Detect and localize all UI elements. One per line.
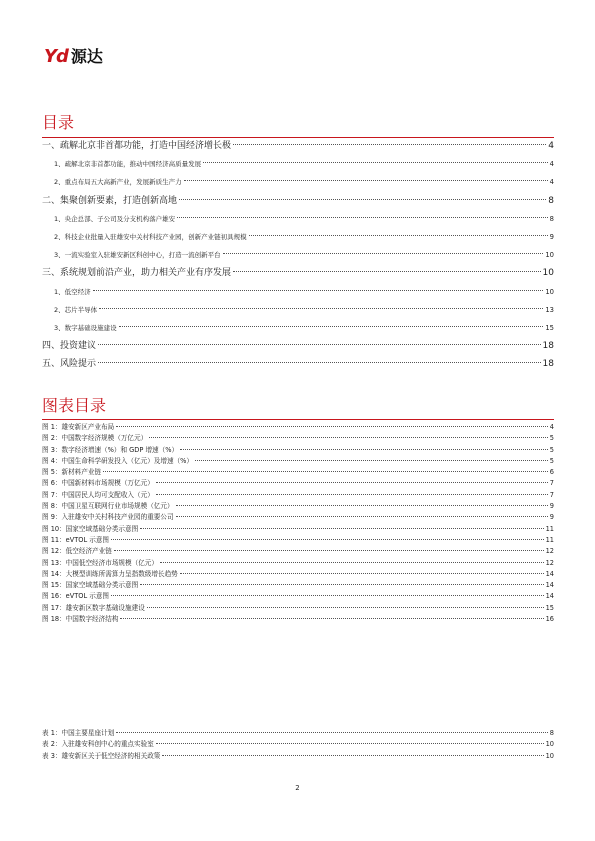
dot-leader [98,362,541,363]
figure-entry[interactable] [42,501,554,512]
toc-entry-page: 10 [542,268,554,279]
figure-entry-label: 图 18：中国数字经济结构 [42,615,119,624]
dot-leader [177,217,548,218]
toc-entry[interactable] [42,337,554,355]
toc-entry-label: 1、央企总部、子公司及分支机构落户雄安 [54,214,176,223]
figure-entry-label: 图 15：国家空域基础分类示意图 [42,581,139,590]
toc-entry[interactable] [42,319,554,337]
logo-mark: Yd [44,46,68,67]
figure-entry[interactable] [42,580,554,591]
toc-entry[interactable] [42,210,554,228]
toc-entry[interactable] [42,264,554,282]
dot-leader [180,573,544,574]
table-list [42,728,554,762]
figure-entry-page: 12 [545,558,554,567]
figure-list [42,422,554,625]
figure-entry-page: 9 [549,513,554,522]
table-entry-label: 表 1：中国主要星座计划 [42,729,115,737]
toc-entry-label: 3、数字基础设施建设 [54,323,117,332]
figures-title: 图表目录 [42,396,107,415]
dot-leader [149,437,548,438]
figure-entry[interactable] [42,490,554,501]
table-entry-page: 10 [545,751,554,760]
figure-entry-label: 图 12：低空经济产业链 [42,547,112,556]
dot-leader [162,755,543,756]
table-entry-page: 8 [549,729,554,737]
toc-entry[interactable] [42,283,554,301]
figure-entry-page: 9 [549,502,554,511]
figure-entry-page: 5 [549,434,554,443]
figure-entry-label: 图 10：国家空域基础分类示意图 [42,524,139,533]
figure-entry-label: 图 13：中国低空经济市场规模（亿元） [42,558,158,567]
toc-entry-label: 1、疏解北京非首都功能，推动中国经济高质量发展 [54,160,202,169]
figure-entry-page: 14 [545,569,554,578]
toc-entry[interactable] [42,155,554,173]
dot-leader [180,449,548,450]
figure-entry[interactable] [42,591,554,602]
dot-leader [203,162,548,163]
dot-leader [111,539,544,540]
figure-entry-label: 图 8：中国卫星互联网行业市场规模（亿元） [42,502,174,511]
figure-entry-label: 图 11：eVTOL 示意图 [42,535,110,544]
toc-entry-label: 1、低空经济 [54,287,91,296]
dot-leader [156,743,544,744]
dot-leader [249,235,548,236]
figure-entry-page: 6 [549,468,554,477]
toc-entry-page: 8 [549,214,554,223]
dot-leader [184,180,548,181]
dot-leader [93,290,544,291]
dot-leader [116,426,548,427]
toc-entry-label: 2、科技企业批量入驻雄安中关村科技产业园，创新产业链初具规模 [54,232,247,241]
figure-entry[interactable] [42,603,554,614]
toc-title: 目录 [42,113,75,132]
dot-leader [98,344,541,345]
figure-entry-label: 图 2：中国数字经济规模（万亿元） [42,434,148,443]
toc-entry-label: 二、集聚创新要素，打造创新高地 [42,195,178,206]
toc-entry-page: 15 [545,323,554,332]
table-entry-page: 10 [545,740,554,749]
dot-leader [120,618,543,619]
figure-entry-page: 11 [545,535,554,544]
figure-entry-label: 图 14：大模型训练所需算力呈指数级增长趋势 [42,569,178,578]
toc-entry[interactable] [42,228,554,246]
dot-leader [111,595,544,596]
figure-entry-page: 7 [549,479,554,488]
toc-entry[interactable] [42,173,554,191]
toc-entry[interactable] [42,301,554,319]
figure-entry-page: 14 [545,592,554,601]
figure-entry-label: 图 7：中国居民人均可支配收入（元） [42,490,154,499]
dot-leader [233,271,541,272]
toc-entry-page: 10 [545,251,554,260]
dot-leader [103,471,548,472]
company-logo [44,46,103,68]
toc-entry[interactable] [42,355,554,373]
figure-entry-label: 图 17：雄安新区数字基础设施建设 [42,603,145,612]
toc-entry-page: 10 [545,287,554,296]
figure-entry-page: 5 [549,456,554,465]
figure-entry[interactable] [42,478,554,489]
figure-entry-label: 图 9：入驻雄安中关村科技产业园的重要公司 [42,513,174,522]
dot-leader [156,494,548,495]
dot-leader [147,607,544,608]
figure-entry-page: 7 [549,490,554,499]
table-entry[interactable] [42,728,554,739]
figure-entry[interactable] [42,535,554,546]
table-entry[interactable] [42,751,554,762]
figure-entry-label: 图 6：中国新材料市场规模（万亿元） [42,479,154,488]
figure-entry-label: 图 1：雄安新区产业布局 [42,423,115,431]
toc-entry-page: 13 [545,305,554,314]
toc-entry-page: 4 [549,178,554,187]
figure-entry[interactable] [42,433,554,444]
figure-entry[interactable] [42,467,554,478]
figure-entry[interactable] [42,422,554,433]
toc-entry-page: 9 [549,232,554,241]
dot-leader [140,528,543,529]
figure-entry-page: 16 [545,615,554,624]
figure-entry-page: 14 [545,581,554,590]
toc-entry-label: 四、投资建议 [42,341,97,352]
figure-entry-label: 图 4：中国生命科学研发投入（亿元）及增速（%） [42,456,194,465]
page-number: 2 [295,784,300,792]
toc-entry-label: 一、疏解北京非首都功能，打造中国经济增长极 [42,141,232,151]
table-entry[interactable] [42,739,554,750]
dot-leader [179,199,546,200]
figure-entry[interactable] [42,558,554,569]
table-entry-label: 表 2：入驻雄安科创中心的重点实验室 [42,740,154,749]
figures-title-rule [42,419,554,420]
toc-entry[interactable] [42,192,554,210]
toc-entry-page: 4 [548,141,554,151]
figure-entry[interactable] [42,445,554,456]
toc-entry-label: 2、重点布局五大高新产业，发展新质生产力 [54,178,182,187]
dot-leader [99,308,543,309]
table-entry-label: 表 3：雄安新区关于低空经济的相关政策 [42,751,161,760]
figure-entry-label: 图 16：eVTOL 示意图 [42,592,110,601]
dot-leader [114,550,544,551]
toc-entry-page: 8 [548,195,554,206]
figure-entry[interactable] [42,456,554,467]
figure-entry[interactable] [42,569,554,580]
figure-entry-label: 图 5：新材料产业链 [42,468,102,477]
figure-entry[interactable] [42,512,554,523]
dot-leader [176,516,548,517]
toc-entry[interactable] [42,137,554,155]
dot-leader [140,584,543,585]
dot-leader [176,505,548,506]
figure-entry-page: 12 [545,547,554,556]
toc-entry-label: 五、风险提示 [42,359,97,370]
dot-leader [223,253,544,254]
toc-entry-label: 3、一流实验室入驻雄安新区科创中心，打造一流创新平台 [54,251,221,260]
figure-entry[interactable] [42,614,554,625]
toc-entry-label: 三、系统规划前沿产业，助力相关产业有序发展 [42,268,232,279]
figure-entry-page: 5 [549,445,554,454]
dot-leader [156,482,548,483]
dot-leader [160,562,544,563]
toc-entry-label: 2、芯片半导体 [54,305,98,314]
toc-entry-page: 18 [542,359,554,370]
toc-entry-page: 18 [542,341,554,352]
toc-entry[interactable] [42,246,554,264]
dot-leader [119,326,544,327]
figure-entry-page: 15 [545,603,554,612]
figure-entry[interactable] [42,524,554,535]
figure-entry[interactable] [42,546,554,557]
figure-entry-page: 11 [545,524,554,533]
logo-text: 源达 [70,47,103,66]
dot-leader [116,732,548,733]
dot-leader [195,460,548,461]
figure-entry-label: 图 3：数字经济增速（%）和 GDP 增速（%） [42,445,179,454]
toc-list [42,137,554,373]
dot-leader [233,144,546,145]
toc-entry-page: 4 [549,160,554,169]
figure-entry-page: 4 [549,423,554,431]
